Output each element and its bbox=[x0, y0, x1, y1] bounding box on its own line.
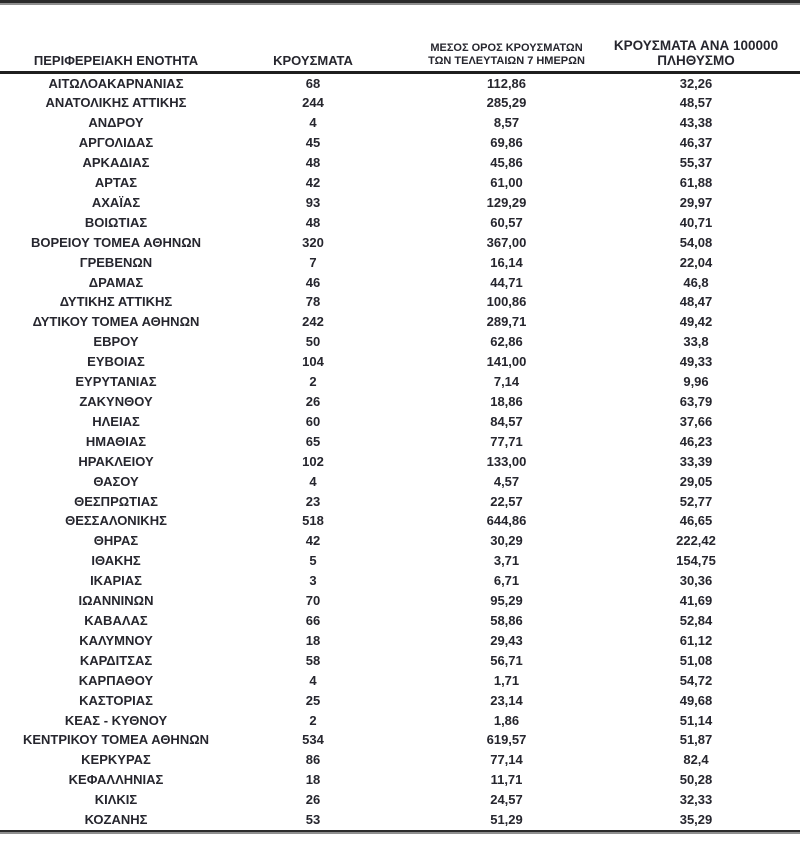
avg7-cell: 62,86 bbox=[490, 334, 523, 350]
region-cell: ΕΥΡΥΤΑΝΙΑΣ bbox=[75, 374, 157, 390]
cases-cell: 70 bbox=[305, 593, 321, 609]
region-cell: ΔΥΤΙΚΟΥ ΤΟΜΕΑ ΑΘΗΝΩΝ bbox=[32, 314, 200, 330]
table-row bbox=[0, 591, 800, 611]
region-cell: ΚΑΡΔΙΤΣΑΣ bbox=[79, 652, 153, 668]
region-cell: ΙΩΑΝΝΙΝΩΝ bbox=[78, 593, 154, 609]
region-cell: ΒΟΡΕΙΟΥ ΤΟΜΕΑ ΑΘΗΝΩΝ bbox=[30, 234, 202, 250]
table-row bbox=[0, 671, 800, 691]
region-cell: ΚΕΑΣ - ΚΥΘΝΟΥ bbox=[64, 712, 168, 728]
cases-cell: 25 bbox=[305, 692, 321, 708]
avg7-cell: 44,71 bbox=[490, 274, 523, 290]
table-row bbox=[0, 511, 800, 531]
table-row bbox=[0, 332, 800, 352]
per100k-cell: 61,12 bbox=[679, 632, 713, 648]
cases-cell: 7 bbox=[309, 254, 317, 270]
table-row bbox=[0, 292, 800, 312]
avg7-cell: 56,71 bbox=[490, 652, 523, 668]
col-header-per100k-line2: ΠΛΗΘΥΣΜΟ bbox=[657, 52, 735, 68]
table-row bbox=[0, 133, 800, 153]
region-cell: ΚΑΣΤΟΡΙΑΣ bbox=[79, 692, 153, 708]
avg7-cell: 29,43 bbox=[490, 632, 523, 648]
cases-cell: 50 bbox=[305, 334, 321, 350]
region-cell: ΚΕΝΤΡΙΚΟΥ ΤΟΜΕΑ ΑΘΗΝΩΝ bbox=[22, 732, 210, 748]
per100k-cell: 33,8 bbox=[683, 334, 709, 350]
cases-cell: 5 bbox=[309, 553, 317, 569]
col-header-regional-unit: ΠΕΡΙΦΕΡΕΙΑΚΗ ΕΝΟΤΗΤΑ bbox=[0, 5, 232, 72]
region-cell: ΚΕΦΑΛΛΗΝΙΑΣ bbox=[68, 772, 164, 788]
table-row bbox=[0, 273, 800, 293]
cases-cell: 4 bbox=[309, 473, 317, 489]
table-row bbox=[0, 412, 800, 432]
cases-cell: 45 bbox=[305, 135, 321, 151]
region-cell: ΙΘΑΚΗΣ bbox=[91, 553, 141, 569]
region-cell: ΑΡΤΑΣ bbox=[94, 175, 138, 191]
per100k-cell: 46,23 bbox=[679, 433, 713, 449]
cases-cell: 320 bbox=[302, 234, 324, 250]
avg7-cell: 30,29 bbox=[490, 533, 523, 549]
per100k-cell: 29,05 bbox=[679, 473, 713, 489]
avg7-cell: 8,57 bbox=[493, 115, 520, 131]
avg7-cell: 7,14 bbox=[493, 374, 520, 390]
table-row bbox=[0, 253, 800, 273]
cases-cell: 86 bbox=[305, 752, 321, 768]
avg7-cell: 18,86 bbox=[490, 394, 523, 409]
table-row bbox=[0, 730, 800, 750]
cases-cell: 18 bbox=[305, 632, 321, 648]
per100k-cell: 50,28 bbox=[679, 772, 713, 788]
region-cell: ΚΑΡΠΑΘΟΥ bbox=[78, 672, 154, 688]
table-header bbox=[0, 5, 800, 72]
table-row bbox=[0, 213, 800, 233]
avg7-cell: 22,57 bbox=[490, 493, 523, 509]
cases-cell: 104 bbox=[302, 354, 324, 370]
table-row bbox=[0, 790, 800, 810]
avg7-cell: 285,29 bbox=[486, 95, 527, 111]
table-row bbox=[0, 531, 800, 551]
table-row bbox=[0, 571, 800, 591]
cases-cell: 46 bbox=[305, 274, 321, 290]
cases-cell: 3 bbox=[309, 573, 317, 589]
region-cell: ΑΡΚΑΔΙΑΣ bbox=[82, 155, 150, 171]
table-row bbox=[0, 472, 800, 492]
avg7-cell: 129,29 bbox=[486, 194, 527, 210]
per100k-cell: 41,69 bbox=[679, 593, 713, 609]
cases-cell: 4 bbox=[309, 672, 317, 688]
per100k-cell: 49,42 bbox=[679, 314, 713, 330]
region-cell: ΔΡΑΜΑΣ bbox=[88, 274, 144, 290]
table-row bbox=[0, 651, 800, 671]
per100k-cell: 48,57 bbox=[679, 95, 713, 111]
region-cell: ΕΒΡΟΥ bbox=[93, 334, 139, 350]
per100k-cell: 51,14 bbox=[679, 712, 713, 728]
avg7-cell: 112,86 bbox=[486, 75, 527, 91]
per100k-cell: 48,47 bbox=[679, 294, 713, 310]
per100k-cell: 51,08 bbox=[679, 652, 713, 668]
table-row bbox=[0, 810, 800, 830]
table-row bbox=[0, 551, 800, 571]
avg7-cell: 367,00 bbox=[486, 234, 527, 250]
avg7-cell: 3,71 bbox=[493, 553, 520, 569]
avg7-cell: 77,71 bbox=[490, 433, 523, 449]
table-row bbox=[0, 432, 800, 452]
per100k-cell: 51,87 bbox=[679, 732, 713, 748]
avg7-cell: 100,86 bbox=[486, 294, 527, 310]
region-cell: ΗΛΕΙΑΣ bbox=[92, 413, 140, 429]
avg7-cell: 61,00 bbox=[490, 175, 523, 191]
table-row bbox=[0, 233, 800, 253]
per100k-cell: 154,75 bbox=[676, 553, 716, 569]
per100k-cell: 43,38 bbox=[679, 115, 713, 131]
table-body bbox=[0, 72, 800, 830]
cases-cell: 42 bbox=[305, 175, 321, 191]
per100k-cell: 52,77 bbox=[679, 493, 713, 509]
region-cell: ΚΕΡΚΥΡΑΣ bbox=[81, 752, 151, 768]
avg7-cell: 77,14 bbox=[490, 752, 523, 768]
cases-cell: 68 bbox=[305, 75, 321, 91]
avg7-cell: 58,86 bbox=[490, 612, 523, 628]
col-header-cases: ΚΡΟΥΣΜΑΤΑ bbox=[232, 5, 394, 72]
region-cell: ΒΟΙΩΤΙΑΣ bbox=[84, 214, 148, 230]
table-row bbox=[0, 173, 800, 193]
per100k-cell: 30,36 bbox=[679, 573, 713, 589]
per100k-cell: 52,84 bbox=[679, 612, 713, 628]
avg7-cell: 95,29 bbox=[490, 593, 523, 609]
region-cell: ΘΕΣΣΑΛΟΝΙΚΗΣ bbox=[65, 513, 167, 529]
avg7-cell: 45,86 bbox=[490, 155, 523, 171]
region-cell: ΚΟΖΑΝΗΣ bbox=[84, 812, 148, 828]
region-cell: ΚΑΒΑΛΑΣ bbox=[84, 612, 148, 628]
cases-cell: 102 bbox=[302, 453, 324, 469]
col-header-avg7-line1: ΜΕΣΟΣ ΟΡΟΣ ΚΡΟΥΣΜΑΤΩΝ bbox=[430, 41, 583, 54]
region-cell: ΘΕΣΠΡΩΤΙΑΣ bbox=[74, 493, 158, 509]
per100k-cell: 9,96 bbox=[683, 374, 709, 390]
avg7-cell: 69,86 bbox=[490, 135, 523, 151]
per100k-cell: 32,33 bbox=[679, 792, 713, 808]
region-cell: ΕΥΒΟΙΑΣ bbox=[87, 354, 145, 370]
region-cell: ΓΡΕΒΕΝΩΝ bbox=[79, 254, 153, 270]
avg7-cell: 4,57 bbox=[493, 473, 520, 489]
region-cell: ΘΗΡΑΣ bbox=[93, 533, 139, 549]
table-row bbox=[0, 153, 800, 173]
cases-cell: 93 bbox=[305, 194, 321, 210]
cases-cell: 242 bbox=[302, 314, 324, 330]
region-cell: ΔΥΤΙΚΗΣ ΑΤΤΙΚΗΣ bbox=[59, 294, 173, 310]
col-header-per100k-line1: ΚΡΟΥΣΜΑΤΑ ΑΝΑ 100000 bbox=[613, 37, 779, 53]
per100k-cell: 46,37 bbox=[679, 135, 713, 151]
table-row bbox=[0, 492, 800, 512]
per100k-cell: 29,97 bbox=[679, 194, 713, 210]
cases-cell: 518 bbox=[302, 513, 324, 529]
avg7-cell: 11,71 bbox=[490, 772, 523, 788]
cases-cell: 26 bbox=[305, 792, 321, 808]
col-header-per100k bbox=[609, 5, 800, 72]
table-row bbox=[0, 93, 800, 113]
per100k-cell: 37,66 bbox=[679, 413, 713, 429]
cases-cell: 4 bbox=[309, 115, 317, 131]
region-cell: ΑΧΑΪΑΣ bbox=[91, 194, 141, 210]
per100k-cell: 54,72 bbox=[679, 672, 713, 688]
per100k-cell: 46,65 bbox=[679, 513, 713, 529]
cases-cell: 534 bbox=[302, 732, 324, 748]
per100k-cell: 82,4 bbox=[683, 752, 709, 768]
table-row bbox=[0, 113, 800, 133]
table-row bbox=[0, 372, 800, 392]
col-header-avg7 bbox=[394, 5, 609, 72]
cases-cell: 23 bbox=[305, 493, 321, 509]
region-cell: ΑΝΔΡΟΥ bbox=[88, 115, 144, 131]
cases-cell: 42 bbox=[305, 533, 321, 549]
cases-cell: 26 bbox=[305, 394, 321, 409]
avg7-cell: 60,57 bbox=[490, 214, 523, 230]
table-row bbox=[0, 352, 800, 372]
per100k-cell: 35,29 bbox=[679, 812, 713, 828]
per100k-cell: 33,39 bbox=[679, 453, 713, 469]
per100k-cell: 22,04 bbox=[679, 254, 713, 270]
avg7-cell: 1,71 bbox=[493, 672, 520, 688]
avg7-cell: 133,00 bbox=[486, 453, 527, 469]
per100k-cell: 61,88 bbox=[679, 175, 713, 191]
cases-cell: 2 bbox=[309, 712, 317, 728]
table-row bbox=[0, 312, 800, 332]
region-cell: ΚΑΛΥΜΝΟΥ bbox=[79, 632, 153, 648]
per100k-cell: 40,71 bbox=[679, 214, 713, 230]
per100k-cell: 32,26 bbox=[679, 75, 713, 91]
col-header-avg7-line2: ΤΩΝ ΤΕΛΕΥΤΑΙΩΝ 7 ΗΜΕΡΩΝ bbox=[428, 54, 585, 67]
cases-cell: 244 bbox=[302, 95, 324, 111]
table-row bbox=[0, 72, 800, 93]
cases-cell: 66 bbox=[305, 612, 321, 628]
table-row bbox=[0, 770, 800, 790]
per100k-cell: 63,79 bbox=[679, 394, 713, 409]
region-cell: ΚΙΛΚΙΣ bbox=[94, 792, 138, 808]
avg7-cell: 16,14 bbox=[490, 254, 523, 270]
cases-cell: 53 bbox=[305, 812, 321, 828]
avg7-cell: 619,57 bbox=[486, 732, 527, 748]
avg7-cell: 289,71 bbox=[486, 314, 527, 330]
bottom-rule bbox=[0, 830, 800, 834]
avg7-cell: 24,57 bbox=[490, 792, 523, 808]
region-cell: ΑΝΑΤΟΛΙΚΗΣ ΑΤΤΙΚΗΣ bbox=[45, 95, 187, 111]
region-cell: ΙΚΑΡΙΑΣ bbox=[90, 573, 142, 589]
table-row bbox=[0, 193, 800, 213]
avg7-cell: 23,14 bbox=[490, 692, 523, 708]
region-cell: ΑΡΓΟΛΙΔΑΣ bbox=[78, 135, 154, 151]
avg7-cell: 141,00 bbox=[486, 354, 527, 370]
cases-cell: 65 bbox=[305, 433, 321, 449]
region-cell: ΗΜΑΘΙΑΣ bbox=[85, 433, 147, 449]
per100k-cell: 55,37 bbox=[679, 155, 713, 171]
cases-cell: 18 bbox=[305, 772, 321, 788]
cases-cell: 60 bbox=[305, 413, 321, 429]
table-row bbox=[0, 392, 800, 412]
header-row bbox=[0, 5, 800, 72]
cases-cell: 78 bbox=[305, 294, 321, 310]
per100k-cell: 46,8 bbox=[683, 274, 709, 290]
cases-cell: 2 bbox=[309, 374, 317, 390]
per100k-cell: 49,33 bbox=[679, 354, 713, 370]
region-cell: ΘΑΣΟΥ bbox=[93, 473, 139, 489]
avg7-cell: 6,71 bbox=[493, 573, 520, 589]
per100k-cell: 49,68 bbox=[679, 692, 713, 708]
cases-cell: 48 bbox=[305, 155, 321, 171]
cases-cell: 48 bbox=[305, 214, 321, 230]
region-cell: ΑΙΤΩΛΟΑΚΑΡΝΑΝΙΑΣ bbox=[48, 75, 184, 91]
avg7-cell: 1,86 bbox=[493, 712, 520, 728]
table-row bbox=[0, 711, 800, 731]
regional-cases-table bbox=[0, 5, 800, 830]
region-cell: ΗΡΑΚΛΕΙΟΥ bbox=[78, 453, 154, 469]
table-row bbox=[0, 611, 800, 631]
region-cell: ΖΑΚΥΝΘΟΥ bbox=[79, 394, 153, 409]
avg7-cell: 51,29 bbox=[490, 812, 523, 828]
table-row bbox=[0, 691, 800, 711]
table-row bbox=[0, 631, 800, 651]
avg7-cell: 84,57 bbox=[490, 413, 523, 429]
avg7-cell: 644,86 bbox=[486, 513, 527, 529]
per100k-cell: 54,08 bbox=[679, 234, 713, 250]
per100k-cell: 222,42 bbox=[676, 533, 716, 549]
table-row bbox=[0, 750, 800, 770]
table-row bbox=[0, 452, 800, 472]
cases-cell: 58 bbox=[305, 652, 321, 668]
